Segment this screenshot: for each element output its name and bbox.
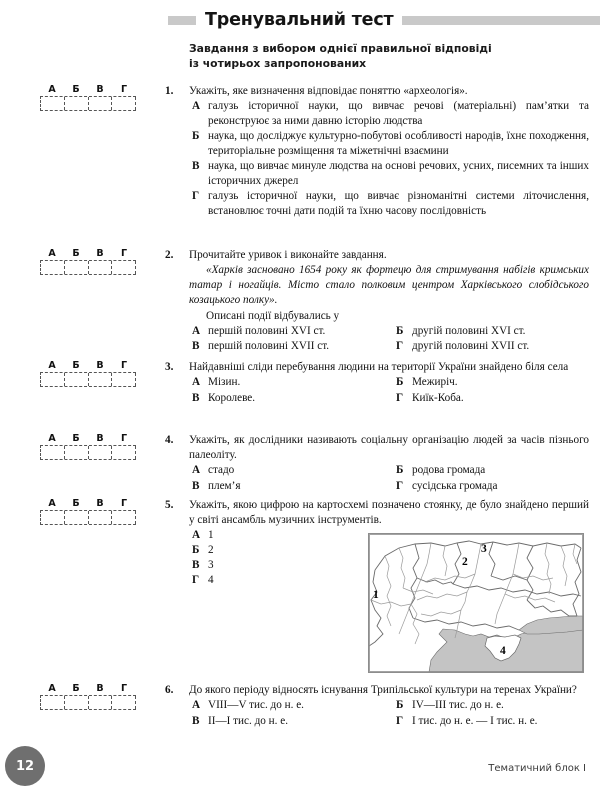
map-svg	[369, 534, 583, 672]
option-text: Мізин.	[208, 376, 241, 388]
option-list	[189, 324, 589, 355]
header-bar-right-decoration	[402, 16, 600, 25]
option-text: IV—III тис. до н. е.	[412, 699, 504, 711]
option-letter: А	[192, 529, 201, 541]
answer-letter-h: Г	[120, 84, 128, 95]
map-marker-4: 4	[500, 645, 506, 657]
option-letter: Б	[396, 699, 404, 711]
answer-letter-a: А	[48, 84, 56, 95]
option-text: першій половині XVII ст.	[208, 340, 330, 353]
answer-letter-v: В	[96, 84, 104, 95]
question-6	[0, 683, 600, 729]
question-quote: «Харків засновано 1654 року як фортецю для стримування набігів кримських татар і ногайців. Місто стало полковим центром Харківського слобідського козацького полку».	[189, 264, 589, 307]
option-text: галузь історичної науки, що вивчає речові (матеріальні) пам’ятки та реконструює за ними давню історію людства	[208, 100, 589, 127]
option-text: VIII—V тис. до н. е.	[208, 699, 304, 711]
question-number: 3.	[165, 361, 174, 373]
option-a[interactable]	[189, 698, 393, 714]
option-v[interactable]	[189, 479, 393, 495]
answer-letter-a: А	[48, 683, 56, 694]
question-stem: Укажіть, яке визначення відповідає поняттю «археологія».	[189, 85, 468, 97]
map-marker-1: 1	[373, 589, 379, 601]
option-list	[189, 698, 589, 729]
map-marker-2: 2	[462, 556, 468, 568]
instructions-line-2: із чотирьох запропонованих	[189, 57, 367, 70]
option-text: сусідська громада	[412, 479, 498, 492]
answer-letter-b: Б	[72, 433, 80, 444]
answer-letter-v: В	[96, 433, 104, 444]
option-b[interactable]	[189, 543, 309, 558]
option-text: Межиріч.	[412, 376, 458, 388]
option-v[interactable]	[189, 558, 309, 573]
option-letter: Г	[192, 574, 200, 586]
question-4	[0, 433, 600, 494]
option-h[interactable]	[393, 479, 589, 495]
question-2	[0, 248, 600, 355]
answer-letter-a: А	[48, 248, 56, 259]
question-stem: До якого періоду відносять існування Трипільської культури на теренах України?	[189, 684, 577, 696]
option-list	[189, 99, 589, 219]
map-marker-3: 3	[481, 543, 487, 555]
option-a[interactable]	[189, 463, 393, 479]
page-header	[0, 8, 600, 32]
option-h[interactable]	[393, 391, 589, 407]
option-letter: Г	[192, 190, 200, 202]
option-letter: В	[192, 479, 200, 492]
option-letter: А	[192, 324, 201, 337]
footer-section-label: Тематичний блок I	[488, 763, 586, 774]
option-b[interactable]	[393, 324, 589, 340]
option-a[interactable]	[189, 528, 309, 543]
answer-letter-b: Б	[72, 84, 80, 95]
option-letter: Г	[396, 391, 404, 404]
page-number-badge: 12	[5, 746, 45, 786]
map-schematic-ukraine	[368, 533, 584, 673]
option-text: першій половині XVI ст.	[208, 324, 326, 337]
option-v[interactable]	[189, 714, 393, 730]
option-b[interactable]	[393, 375, 589, 391]
answer-letter-a: А	[48, 360, 56, 371]
option-letter: Б	[396, 464, 404, 476]
option-list	[189, 463, 589, 494]
option-text: 4	[208, 574, 214, 586]
option-a[interactable]	[189, 99, 589, 129]
question-3	[0, 360, 600, 406]
answer-letter-h: Г	[120, 498, 128, 509]
instructions-line-1: Завдання з вибором однієї правильної відповіді	[189, 42, 492, 55]
option-letter: В	[192, 391, 200, 404]
option-letter: А	[192, 464, 201, 476]
option-h[interactable]	[393, 339, 589, 355]
option-a[interactable]	[189, 324, 393, 340]
instructions	[189, 41, 589, 71]
option-letter: В	[192, 559, 200, 571]
option-h[interactable]	[393, 714, 589, 730]
header-bar-left-decoration	[168, 16, 196, 25]
option-text: 2	[208, 544, 214, 556]
option-text: I тис. до н. е. — I тис. н. е.	[412, 714, 538, 727]
option-list	[189, 528, 309, 588]
question-stem: Найдавніші сліди перебування людини на території України знайдено біля села	[189, 361, 569, 373]
option-letter: А	[192, 699, 201, 711]
option-letter: Б	[192, 130, 200, 142]
option-text: стадо	[208, 464, 235, 476]
answer-letter-h: Г	[120, 683, 128, 694]
option-letter: Б	[192, 544, 200, 556]
option-letter: Г	[396, 479, 404, 492]
question-1	[0, 84, 600, 219]
option-letter: Г	[396, 714, 404, 727]
option-letter: В	[192, 160, 200, 172]
option-letter: В	[192, 714, 200, 727]
option-text: II—I тис. до н. е.	[208, 714, 289, 727]
answer-letter-b: Б	[72, 360, 80, 371]
option-text: наука, що вивчає минуле людства на основі речових, усних, писемних та інших історичних джерел	[208, 160, 589, 187]
option-h[interactable]	[189, 189, 589, 219]
answer-letter-v: В	[96, 360, 104, 371]
answer-letter-v: В	[96, 683, 104, 694]
question-number: 1.	[165, 85, 174, 97]
option-text: наука, що досліджує культурно-побутові особливості народів, їхнє походження, територіальне розміщення та міжетнічні взаємини	[208, 130, 589, 157]
answer-letter-h: Г	[120, 248, 128, 259]
option-b[interactable]	[393, 463, 589, 479]
option-letter: Б	[396, 376, 404, 388]
option-letter: А	[192, 376, 201, 388]
page-title: Тренувальний тест	[205, 10, 394, 30]
option-a[interactable]	[189, 375, 393, 391]
option-b[interactable]	[393, 698, 589, 714]
answer-letter-b: Б	[72, 498, 80, 509]
option-text: другій половині XVII ст.	[412, 340, 530, 353]
option-b[interactable]	[189, 129, 589, 159]
option-v[interactable]	[189, 159, 589, 189]
option-text: плем’я	[208, 479, 241, 492]
answer-letter-b: Б	[72, 683, 80, 694]
question-stem: Укажіть, як дослідники називають соціальну організацію людей за часів пізнього палеоліту.	[189, 434, 589, 461]
option-v[interactable]	[189, 391, 393, 407]
answer-letter-a: А	[48, 498, 56, 509]
answer-letter-a: А	[48, 433, 56, 444]
question-stem: Прочитайте уривок і виконайте завдання.	[189, 249, 387, 261]
option-list	[189, 375, 589, 406]
answer-letter-b: Б	[72, 248, 80, 259]
question-number: 6.	[165, 684, 174, 696]
option-text: 3	[208, 559, 214, 571]
option-letter: А	[192, 100, 201, 112]
answer-letter-v: В	[96, 248, 104, 259]
option-text: галузь історичної науки, що вивчає різноманітні системи літочислення, встановлює точні дати подій та їхню часову послідовність	[208, 190, 589, 217]
option-h[interactable]	[189, 573, 309, 588]
option-letter: Г	[396, 340, 404, 353]
answer-letter-h: Г	[120, 433, 128, 444]
answer-letter-v: В	[96, 498, 104, 509]
option-text: Киїк-Коба.	[412, 391, 464, 404]
question-number: 4.	[165, 434, 174, 446]
question-stem: Укажіть, якою цифрою на картосхемі позначено стоянку, де було знайдено перший у світі ансамбль музичних інструментів.	[189, 499, 589, 526]
question-number: 2.	[165, 249, 174, 261]
option-letter: В	[192, 340, 200, 353]
question-subprompt: Описані події відбувались у	[206, 309, 340, 322]
option-text: 1	[208, 529, 214, 541]
answer-letter-h: Г	[120, 360, 128, 371]
option-text: другій половині XVI ст.	[412, 324, 526, 337]
option-text: Королеве.	[208, 391, 256, 404]
question-number: 5.	[165, 499, 174, 511]
option-text: родова громада	[412, 464, 486, 476]
option-letter: Б	[396, 324, 404, 337]
option-v[interactable]	[189, 339, 393, 355]
